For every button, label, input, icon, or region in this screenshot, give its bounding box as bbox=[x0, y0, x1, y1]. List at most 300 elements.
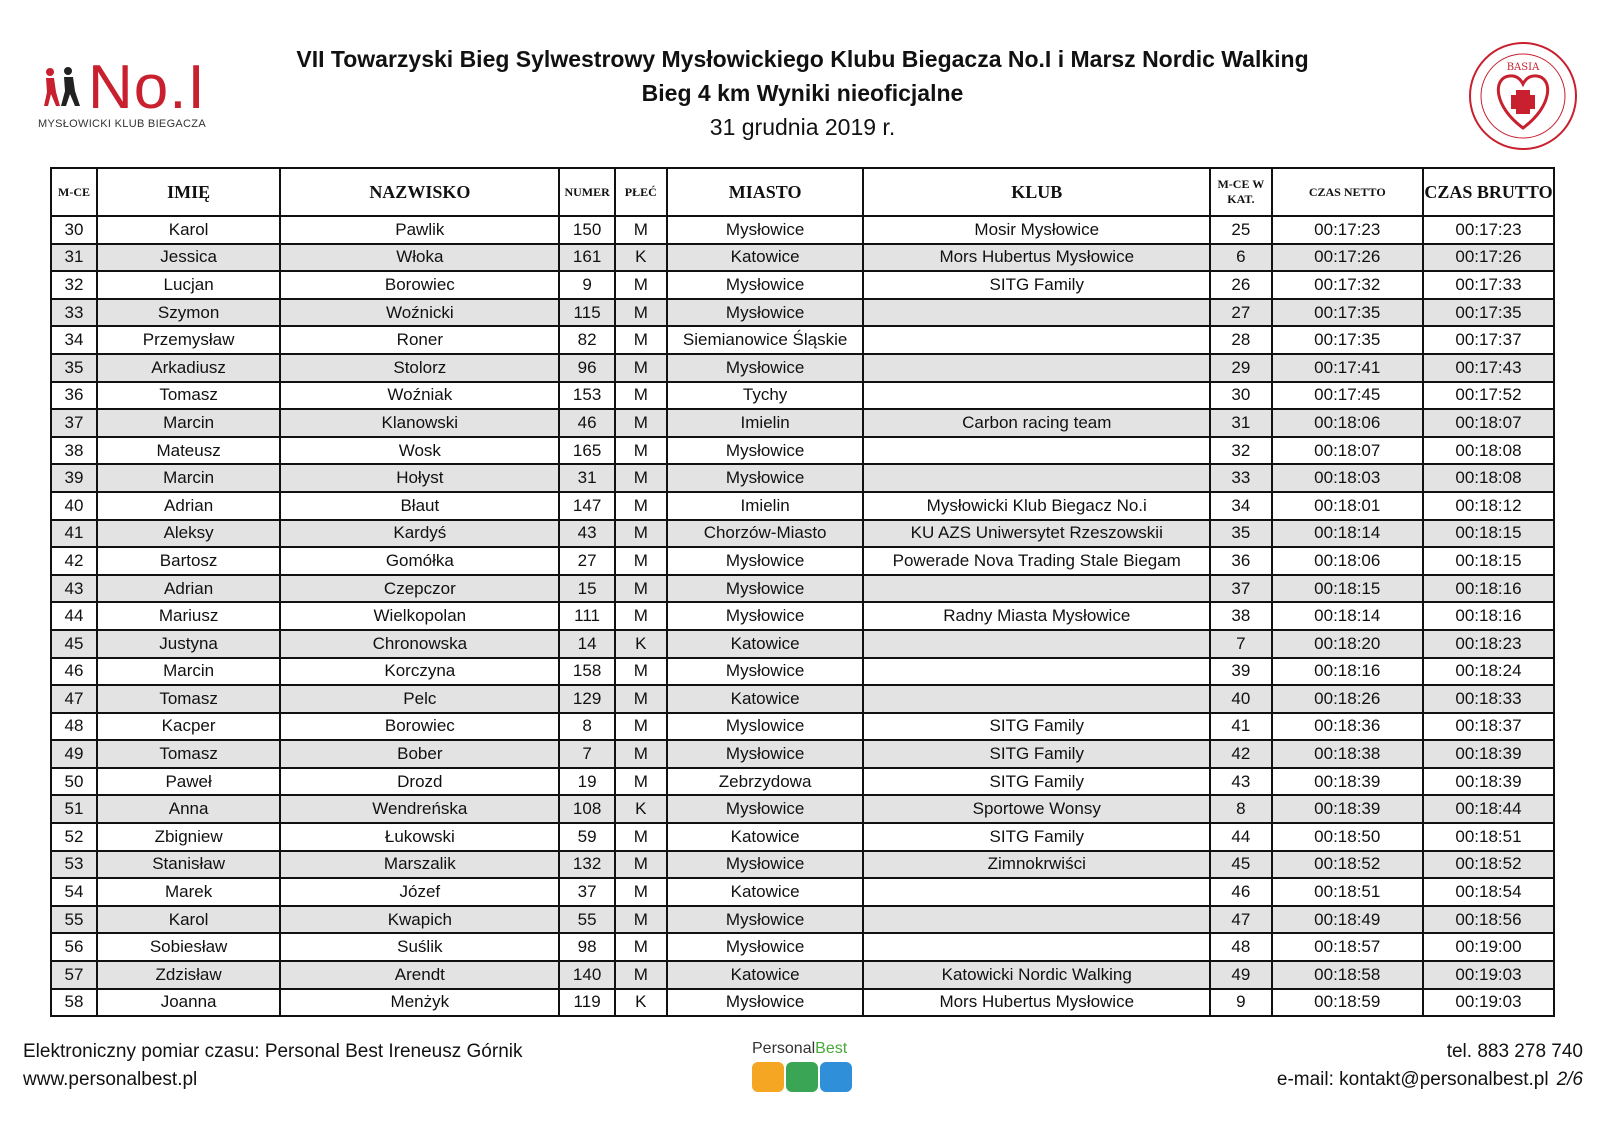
cell-last-name: Arendt bbox=[280, 961, 559, 989]
cell-club: SITG Family bbox=[863, 271, 1210, 299]
cell-city: Mysłowice bbox=[667, 354, 863, 382]
table-row bbox=[51, 216, 1554, 244]
cell-sex: M bbox=[615, 658, 667, 686]
cell-sex: M bbox=[615, 878, 667, 906]
cell-number: 108 bbox=[559, 795, 614, 823]
cell-net-time: 00:17:41 bbox=[1272, 354, 1423, 382]
cell-number: 7 bbox=[559, 740, 614, 768]
cell-last-name: Drozd bbox=[280, 768, 559, 796]
table-row bbox=[51, 464, 1554, 492]
cell-number: 59 bbox=[559, 823, 614, 851]
cell-sex: M bbox=[615, 713, 667, 741]
cell-first-name: Anna bbox=[97, 795, 280, 823]
cell-sex: M bbox=[615, 299, 667, 327]
cell-place: 45 bbox=[51, 630, 97, 658]
cell-club: Mosir Mysłowice bbox=[863, 216, 1210, 244]
table-row bbox=[51, 326, 1554, 354]
cell-city: Chorzów-Miasto bbox=[667, 520, 863, 548]
cell-category-place: 26 bbox=[1210, 271, 1271, 299]
cell-number: 15 bbox=[559, 575, 614, 603]
cell-gross-time: 00:18:37 bbox=[1423, 713, 1554, 741]
table-row bbox=[51, 878, 1554, 906]
cell-last-name: Hołyst bbox=[280, 464, 559, 492]
cell-club bbox=[863, 326, 1210, 354]
runner-icon bbox=[820, 1062, 852, 1092]
cell-city: Mysłowice bbox=[667, 906, 863, 934]
cell-last-name: Borowiec bbox=[280, 713, 559, 741]
cell-sex: M bbox=[615, 437, 667, 465]
cell-club: KU AZS Uniwersytet Rzeszowskii bbox=[863, 520, 1210, 548]
cell-first-name: Szymon bbox=[97, 299, 280, 327]
cell-last-name: Wosk bbox=[280, 437, 559, 465]
cell-category-place: 28 bbox=[1210, 326, 1271, 354]
cell-club bbox=[863, 630, 1210, 658]
cell-gross-time: 00:18:56 bbox=[1423, 906, 1554, 934]
cell-net-time: 00:18:06 bbox=[1272, 409, 1423, 437]
cell-place: 39 bbox=[51, 464, 97, 492]
table-row bbox=[51, 271, 1554, 299]
cell-club bbox=[863, 933, 1210, 961]
cell-number: 37 bbox=[559, 878, 614, 906]
table-row bbox=[51, 740, 1554, 768]
cell-net-time: 00:18:16 bbox=[1272, 658, 1423, 686]
cell-club: Powerade Nova Trading Stale Biegam bbox=[863, 547, 1210, 575]
cell-net-time: 00:18:39 bbox=[1272, 795, 1423, 823]
cell-gross-time: 00:17:26 bbox=[1423, 244, 1554, 272]
cell-net-time: 00:18:20 bbox=[1272, 630, 1423, 658]
cell-first-name: Karol bbox=[97, 906, 280, 934]
cell-gross-time: 00:18:51 bbox=[1423, 823, 1554, 851]
cell-sex: K bbox=[615, 989, 667, 1017]
cell-category-place: 47 bbox=[1210, 906, 1271, 934]
cell-category-place: 29 bbox=[1210, 354, 1271, 382]
cell-net-time: 00:18:57 bbox=[1272, 933, 1423, 961]
cell-gross-time: 00:18:15 bbox=[1423, 520, 1554, 548]
cell-last-name: Pawlik bbox=[280, 216, 559, 244]
cell-first-name: Karol bbox=[97, 216, 280, 244]
cell-club: Katowicki Nordic Walking bbox=[863, 961, 1210, 989]
cell-gross-time: 00:18:23 bbox=[1423, 630, 1554, 658]
blood-donors-seal-icon bbox=[1463, 40, 1583, 152]
cell-sex: M bbox=[615, 906, 667, 934]
cell-city: Siemianowice Śląskie bbox=[667, 326, 863, 354]
cell-first-name: Zdzisław bbox=[97, 961, 280, 989]
cell-first-name: Marcin bbox=[97, 409, 280, 437]
cell-sex: M bbox=[615, 520, 667, 548]
cell-city: Katowice bbox=[667, 961, 863, 989]
cell-net-time: 00:17:35 bbox=[1272, 299, 1423, 327]
cell-last-name: Marszalik bbox=[280, 851, 559, 879]
cell-gross-time: 00:18:15 bbox=[1423, 547, 1554, 575]
cell-last-name: Stolorz bbox=[280, 354, 559, 382]
cell-place: 37 bbox=[51, 409, 97, 437]
cell-sex: M bbox=[615, 547, 667, 575]
cell-club bbox=[863, 437, 1210, 465]
cell-category-place: 27 bbox=[1210, 299, 1271, 327]
col-header-category-place: M-CE W KAT. bbox=[1210, 168, 1271, 216]
timing-credit: Elektroniczny pomiar czasu: Personal Best Ireneusz Górnik bbox=[23, 1041, 523, 1062]
cell-category-place: 36 bbox=[1210, 547, 1271, 575]
cell-last-name: Czepczor bbox=[280, 575, 559, 603]
cell-gross-time: 00:17:43 bbox=[1423, 354, 1554, 382]
cell-number: 119 bbox=[559, 989, 614, 1017]
cell-sex: M bbox=[615, 933, 667, 961]
cell-gross-time: 00:18:24 bbox=[1423, 658, 1554, 686]
cell-place: 33 bbox=[51, 299, 97, 327]
table-row bbox=[51, 768, 1554, 796]
cell-club bbox=[863, 575, 1210, 603]
cell-category-place: 32 bbox=[1210, 437, 1271, 465]
table-row bbox=[51, 547, 1554, 575]
cell-number: 98 bbox=[559, 933, 614, 961]
cell-sex: M bbox=[615, 961, 667, 989]
cell-net-time: 00:17:32 bbox=[1272, 271, 1423, 299]
cell-place: 40 bbox=[51, 492, 97, 520]
table-row bbox=[51, 382, 1554, 410]
cell-place: 58 bbox=[51, 989, 97, 1017]
cell-last-name: Kardyś bbox=[280, 520, 559, 548]
cell-sex: K bbox=[615, 630, 667, 658]
cell-city: Myslowice bbox=[667, 713, 863, 741]
cell-place: 35 bbox=[51, 354, 97, 382]
table-row bbox=[51, 658, 1554, 686]
cell-first-name: Bartosz bbox=[97, 547, 280, 575]
cell-club: Mors Hubertus Mysłowice bbox=[863, 989, 1210, 1017]
table-row bbox=[51, 823, 1554, 851]
table-row bbox=[51, 492, 1554, 520]
cell-category-place: 30 bbox=[1210, 382, 1271, 410]
cell-city: Mysłowice bbox=[667, 933, 863, 961]
cell-last-name: Menżyk bbox=[280, 989, 559, 1017]
cell-category-place: 37 bbox=[1210, 575, 1271, 603]
cell-net-time: 00:17:26 bbox=[1272, 244, 1423, 272]
runners-icon bbox=[36, 66, 84, 118]
cell-net-time: 00:18:03 bbox=[1272, 464, 1423, 492]
cell-first-name: Mateusz bbox=[97, 437, 280, 465]
cell-club bbox=[863, 354, 1210, 382]
cell-first-name: Stanisław bbox=[97, 851, 280, 879]
cell-last-name: Józef bbox=[280, 878, 559, 906]
cell-city: Katowice bbox=[667, 685, 863, 713]
cell-club: SITG Family bbox=[863, 823, 1210, 851]
table-row bbox=[51, 906, 1554, 934]
cell-first-name: Mariusz bbox=[97, 602, 280, 630]
col-header-place: M-CE bbox=[51, 168, 97, 216]
cell-place: 38 bbox=[51, 437, 97, 465]
cell-category-place: 48 bbox=[1210, 933, 1271, 961]
cell-category-place: 6 bbox=[1210, 244, 1271, 272]
cell-last-name: Łukowski bbox=[280, 823, 559, 851]
cell-net-time: 00:18:36 bbox=[1272, 713, 1423, 741]
page-header bbox=[0, 0, 1600, 165]
footer-right bbox=[1277, 1038, 1583, 1094]
col-header-last-name: NAZWISKO bbox=[280, 168, 559, 216]
cell-last-name: Woźnicki bbox=[280, 299, 559, 327]
results-body bbox=[51, 216, 1554, 1016]
cell-number: 132 bbox=[559, 851, 614, 879]
cell-category-place: 34 bbox=[1210, 492, 1271, 520]
email-address[interactable]: e-mail: kontakt@personalbest.pl bbox=[1276, 1069, 1549, 1090]
cell-sex: M bbox=[615, 768, 667, 796]
cell-gross-time: 00:19:03 bbox=[1423, 989, 1554, 1017]
cell-number: 9 bbox=[559, 271, 614, 299]
cell-first-name: Tomasz bbox=[97, 685, 280, 713]
cell-net-time: 00:18:52 bbox=[1272, 851, 1423, 879]
cell-category-place: 7 bbox=[1210, 630, 1271, 658]
cell-club bbox=[863, 382, 1210, 410]
cell-city: Mysłowice bbox=[667, 547, 863, 575]
cell-last-name: Chronowska bbox=[280, 630, 559, 658]
cell-city: Mysłowice bbox=[667, 464, 863, 492]
cell-last-name: Roner bbox=[280, 326, 559, 354]
cell-sex: M bbox=[615, 271, 667, 299]
cell-city: Mysłowice bbox=[667, 575, 863, 603]
cell-club bbox=[863, 464, 1210, 492]
cell-sex: K bbox=[615, 244, 667, 272]
cell-last-name: Klanowski bbox=[280, 409, 559, 437]
cell-place: 32 bbox=[51, 271, 97, 299]
cell-net-time: 00:18:01 bbox=[1272, 492, 1423, 520]
table-row bbox=[51, 713, 1554, 741]
swimmer-icon bbox=[786, 1062, 818, 1092]
cell-net-time: 00:18:14 bbox=[1272, 602, 1423, 630]
cell-city: Mysłowice bbox=[667, 740, 863, 768]
cell-club bbox=[863, 878, 1210, 906]
col-header-city: MIASTO bbox=[667, 168, 863, 216]
cell-gross-time: 00:18:08 bbox=[1423, 437, 1554, 465]
cell-gross-time: 00:19:00 bbox=[1423, 933, 1554, 961]
table-row bbox=[51, 520, 1554, 548]
cell-net-time: 00:18:49 bbox=[1272, 906, 1423, 934]
pb-logo-text: PersonalBest bbox=[752, 1040, 848, 1057]
results-table bbox=[50, 167, 1555, 1017]
cell-number: 161 bbox=[559, 244, 614, 272]
cell-first-name: Sobiesław bbox=[97, 933, 280, 961]
cell-sex: M bbox=[615, 685, 667, 713]
website-link[interactable]: www.personalbest.pl bbox=[23, 1069, 198, 1090]
cell-net-time: 00:17:45 bbox=[1272, 382, 1423, 410]
cell-net-time: 00:18:51 bbox=[1272, 878, 1423, 906]
cell-category-place: 39 bbox=[1210, 658, 1271, 686]
cell-city: Katowice bbox=[667, 823, 863, 851]
cell-place: 47 bbox=[51, 685, 97, 713]
cell-gross-time: 00:18:44 bbox=[1423, 795, 1554, 823]
cell-city: Zebrzydowa bbox=[667, 768, 863, 796]
cell-number: 8 bbox=[559, 713, 614, 741]
cell-number: 14 bbox=[559, 630, 614, 658]
cell-first-name: Marek bbox=[97, 878, 280, 906]
cell-category-place: 42 bbox=[1210, 740, 1271, 768]
cell-net-time: 00:18:39 bbox=[1272, 768, 1423, 796]
cell-category-place: 38 bbox=[1210, 602, 1271, 630]
cell-place: 44 bbox=[51, 602, 97, 630]
cell-city: Mysłowice bbox=[667, 437, 863, 465]
cell-number: 165 bbox=[559, 437, 614, 465]
cell-first-name: Jessica bbox=[97, 244, 280, 272]
cell-city: Mysłowice bbox=[667, 989, 863, 1017]
cell-number: 55 bbox=[559, 906, 614, 934]
cell-sex: M bbox=[615, 851, 667, 879]
cell-club bbox=[863, 299, 1210, 327]
cell-club bbox=[863, 658, 1210, 686]
cell-sex: M bbox=[615, 354, 667, 382]
table-header-row bbox=[51, 168, 1554, 216]
title-block bbox=[240, 42, 1365, 144]
cell-net-time: 00:18:14 bbox=[1272, 520, 1423, 548]
cell-sex: K bbox=[615, 795, 667, 823]
cell-sex: M bbox=[615, 740, 667, 768]
cell-club: SITG Family bbox=[863, 740, 1210, 768]
cell-place: 56 bbox=[51, 933, 97, 961]
col-header-club: KLUB bbox=[863, 168, 1210, 216]
cell-number: 43 bbox=[559, 520, 614, 548]
table-row bbox=[51, 933, 1554, 961]
cell-sex: M bbox=[615, 602, 667, 630]
cell-city: Mysłowice bbox=[667, 216, 863, 244]
cell-first-name: Kacper bbox=[97, 713, 280, 741]
cell-first-name: Paweł bbox=[97, 768, 280, 796]
cell-place: 34 bbox=[51, 326, 97, 354]
cell-gross-time: 00:18:16 bbox=[1423, 575, 1554, 603]
cell-category-place: 49 bbox=[1210, 961, 1271, 989]
cell-club: SITG Family bbox=[863, 713, 1210, 741]
cell-club: Mors Hubertus Mysłowice bbox=[863, 244, 1210, 272]
table-row bbox=[51, 354, 1554, 382]
cell-club: Radny Miasta Mysłowice bbox=[863, 602, 1210, 630]
cell-last-name: Korczyna bbox=[280, 658, 559, 686]
cell-city: Tychy bbox=[667, 382, 863, 410]
table-row bbox=[51, 851, 1554, 879]
cell-net-time: 00:18:15 bbox=[1272, 575, 1423, 603]
cell-first-name: Justyna bbox=[97, 630, 280, 658]
cell-category-place: 25 bbox=[1210, 216, 1271, 244]
club-logo bbox=[30, 53, 230, 134]
cell-number: 158 bbox=[559, 658, 614, 686]
cell-city: Mysłowice bbox=[667, 299, 863, 327]
cell-sex: M bbox=[615, 575, 667, 603]
cell-last-name: Pelc bbox=[280, 685, 559, 713]
table-row bbox=[51, 961, 1554, 989]
club-logo-tagline: MYSŁOWICKI KLUB BIEGACZA bbox=[38, 118, 206, 130]
cell-net-time: 00:18:38 bbox=[1272, 740, 1423, 768]
cell-sex: M bbox=[615, 492, 667, 520]
cell-gross-time: 00:18:54 bbox=[1423, 878, 1554, 906]
table-row bbox=[51, 602, 1554, 630]
cell-club: Sportowe Wonsy bbox=[863, 795, 1210, 823]
cell-city: Imielin bbox=[667, 409, 863, 437]
cell-net-time: 00:18:07 bbox=[1272, 437, 1423, 465]
col-header-gross-time: CZAS BRUTTO bbox=[1423, 168, 1554, 216]
cell-first-name: Tomasz bbox=[97, 382, 280, 410]
footer-left bbox=[23, 1038, 523, 1094]
cell-category-place: 44 bbox=[1210, 823, 1271, 851]
cell-first-name: Zbigniew bbox=[97, 823, 280, 851]
seal-text: BASIA bbox=[1506, 62, 1540, 73]
cell-club bbox=[863, 685, 1210, 713]
cell-club: SITG Family bbox=[863, 768, 1210, 796]
cell-number: 31 bbox=[559, 464, 614, 492]
cell-number: 27 bbox=[559, 547, 614, 575]
col-header-number: NUMER bbox=[559, 168, 614, 216]
cell-place: 31 bbox=[51, 244, 97, 272]
cell-city: Katowice bbox=[667, 244, 863, 272]
cell-place: 53 bbox=[51, 851, 97, 879]
cell-first-name: Adrian bbox=[97, 575, 280, 603]
cell-last-name: Gomółka bbox=[280, 547, 559, 575]
cell-gross-time: 00:18:16 bbox=[1423, 602, 1554, 630]
cell-sex: M bbox=[615, 382, 667, 410]
cell-gross-time: 00:17:35 bbox=[1423, 299, 1554, 327]
cell-first-name: Przemysław bbox=[97, 326, 280, 354]
cell-place: 43 bbox=[51, 575, 97, 603]
cell-city: Mysłowice bbox=[667, 658, 863, 686]
cell-gross-time: 00:18:52 bbox=[1423, 851, 1554, 879]
cell-place: 50 bbox=[51, 768, 97, 796]
cell-net-time: 00:18:58 bbox=[1272, 961, 1423, 989]
cell-gross-time: 00:18:12 bbox=[1423, 492, 1554, 520]
cell-gross-time: 00:17:33 bbox=[1423, 271, 1554, 299]
cell-number: 46 bbox=[559, 409, 614, 437]
cell-sex: M bbox=[615, 464, 667, 492]
cell-gross-time: 00:17:37 bbox=[1423, 326, 1554, 354]
table-row bbox=[51, 989, 1554, 1017]
table-row bbox=[51, 244, 1554, 272]
cell-sex: M bbox=[615, 216, 667, 244]
personal-best-logo bbox=[750, 1040, 860, 1100]
cell-category-place: 41 bbox=[1210, 713, 1271, 741]
cell-last-name: Suślik bbox=[280, 933, 559, 961]
cell-category-place: 46 bbox=[1210, 878, 1271, 906]
cell-last-name: Błaut bbox=[280, 492, 559, 520]
cell-gross-time: 00:18:39 bbox=[1423, 740, 1554, 768]
cell-city: Imielin bbox=[667, 492, 863, 520]
cell-category-place: 40 bbox=[1210, 685, 1271, 713]
cell-category-place: 31 bbox=[1210, 409, 1271, 437]
cell-category-place: 9 bbox=[1210, 989, 1271, 1017]
cell-first-name: Joanna bbox=[97, 989, 280, 1017]
cell-last-name: Wielkopolan bbox=[280, 602, 559, 630]
col-header-first-name: IMIĘ bbox=[97, 168, 280, 216]
cell-place: 57 bbox=[51, 961, 97, 989]
cell-sex: M bbox=[615, 409, 667, 437]
cell-last-name: Borowiec bbox=[280, 271, 559, 299]
cell-city: Mysłowice bbox=[667, 271, 863, 299]
cell-gross-time: 00:18:33 bbox=[1423, 685, 1554, 713]
cell-first-name: Marcin bbox=[97, 658, 280, 686]
cell-city: Katowice bbox=[667, 878, 863, 906]
cell-city: Katowice bbox=[667, 630, 863, 658]
cell-first-name: Adrian bbox=[97, 492, 280, 520]
cell-gross-time: 00:18:39 bbox=[1423, 768, 1554, 796]
cell-last-name: Kwapich bbox=[280, 906, 559, 934]
cell-category-place: 43 bbox=[1210, 768, 1271, 796]
col-header-net-time: CZAS NETTO bbox=[1272, 168, 1423, 216]
cell-number: 96 bbox=[559, 354, 614, 382]
cell-gross-time: 00:18:08 bbox=[1423, 464, 1554, 492]
col-header-sex: PŁEĆ bbox=[615, 168, 667, 216]
cell-number: 111 bbox=[559, 602, 614, 630]
cell-gross-time: 00:17:23 bbox=[1423, 216, 1554, 244]
cell-place: 36 bbox=[51, 382, 97, 410]
cell-city: Mysłowice bbox=[667, 602, 863, 630]
cell-category-place: 35 bbox=[1210, 520, 1271, 548]
cell-city: Mysłowice bbox=[667, 795, 863, 823]
event-date: 31 grudnia 2019 r. bbox=[709, 114, 896, 140]
cell-gross-time: 00:18:07 bbox=[1423, 409, 1554, 437]
stopwatch-icon bbox=[752, 1062, 784, 1092]
cell-place: 41 bbox=[51, 520, 97, 548]
cell-place: 52 bbox=[51, 823, 97, 851]
